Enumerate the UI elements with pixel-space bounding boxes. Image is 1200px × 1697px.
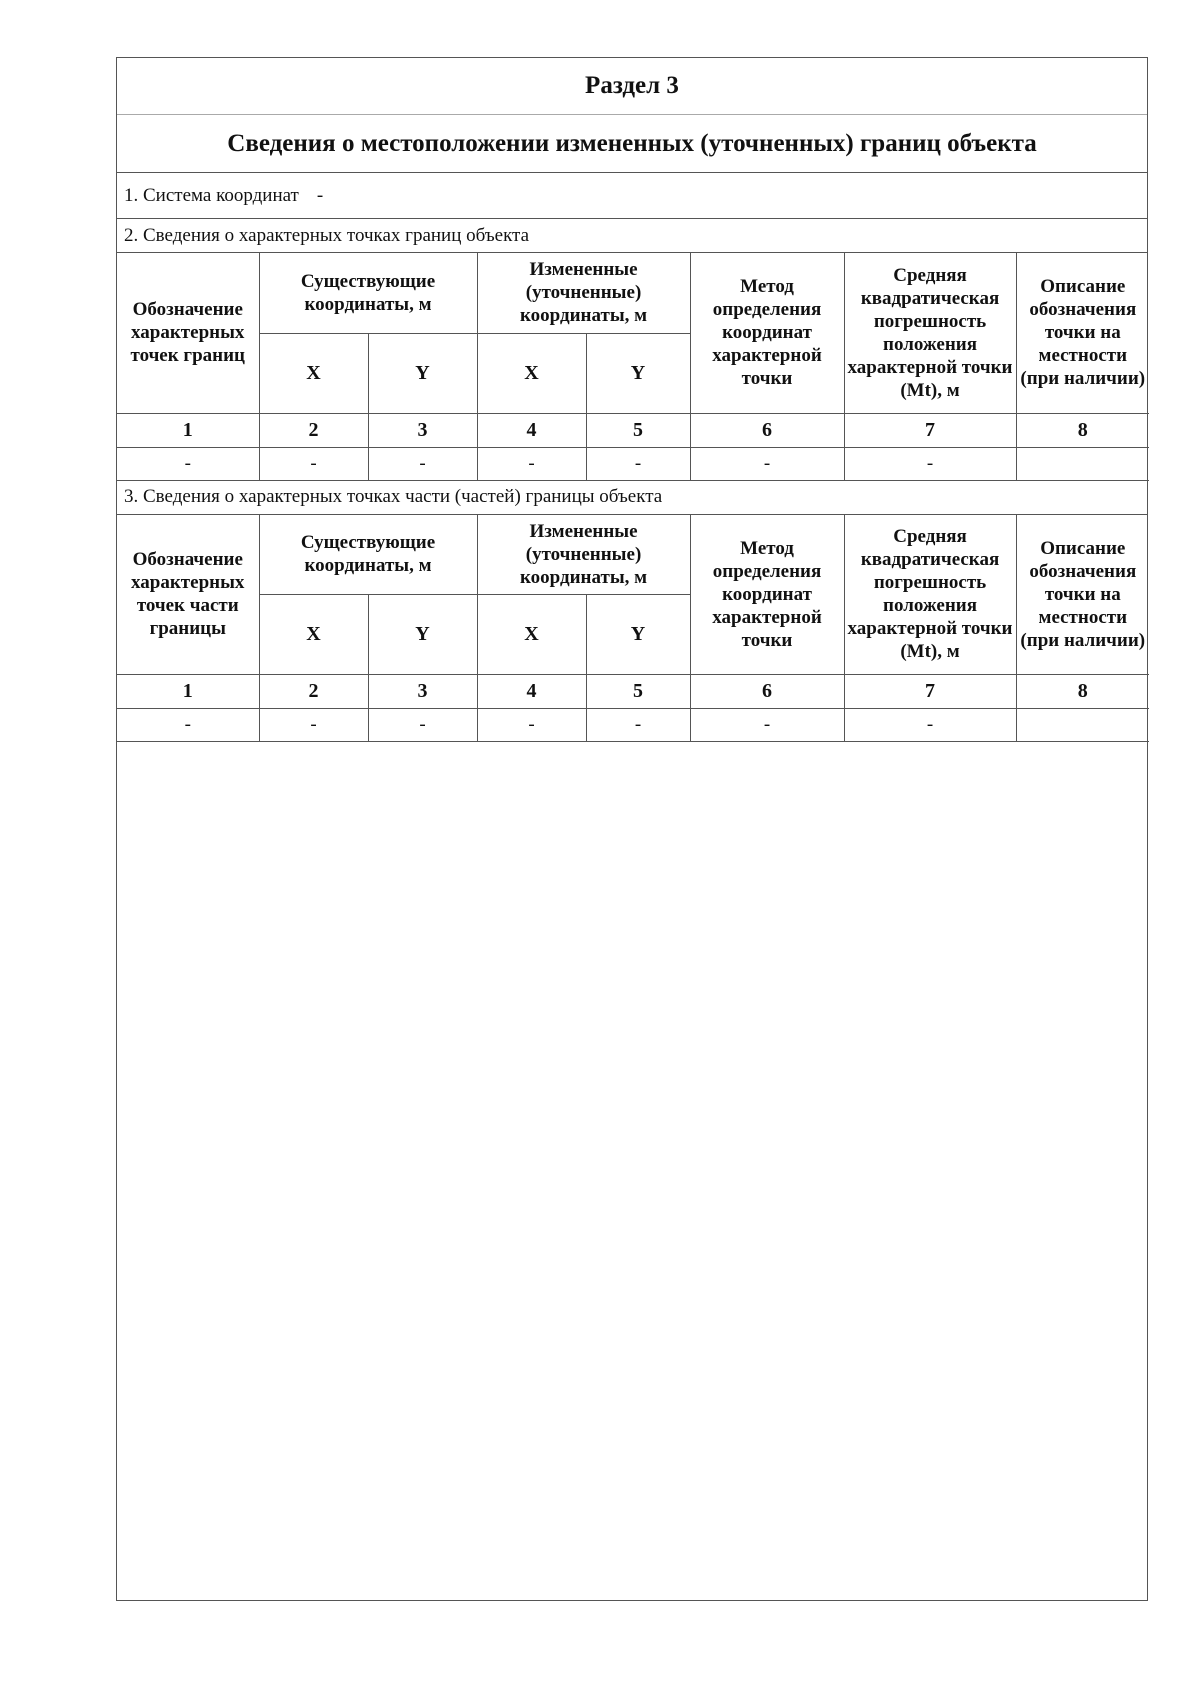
document-frame (116, 57, 1148, 1601)
table2-header-y-existing: Y (368, 595, 477, 675)
table2-header-error: Средняя квадратическая погрешность положения характерной точки (Mt), м (844, 515, 1016, 675)
table2-cell: - (477, 709, 586, 742)
table2-cell: - (586, 709, 690, 742)
table2-number-row (117, 675, 1149, 709)
table-row (117, 709, 1149, 742)
table1-col-number: 1 (117, 413, 259, 447)
table1-cell: - (586, 447, 690, 480)
table2-header-designation: Обозначение характерных точек части границы (117, 515, 259, 675)
table2-header-x-existing: X (259, 595, 368, 675)
table1-cell: - (690, 447, 844, 480)
coord-system-line (117, 173, 1147, 219)
table1-header-existing: Существующие координаты, м (259, 253, 477, 333)
table1-col-number: 2 (259, 413, 368, 447)
table1-header-changed: Измененные (уточненные) координаты, м (477, 253, 690, 333)
table2-col-number: 2 (259, 675, 368, 709)
table2-col-number: 7 (844, 675, 1016, 709)
table-row (117, 447, 1149, 480)
table2-header-x-changed: X (477, 595, 586, 675)
table2-col-number: 5 (586, 675, 690, 709)
table2-col-number: 6 (690, 675, 844, 709)
table1-header-row (117, 253, 1149, 333)
table2-cell: - (368, 709, 477, 742)
table2-col-number: 4 (477, 675, 586, 709)
table1-col-number: 3 (368, 413, 477, 447)
table2-header-row (117, 515, 1149, 595)
table2-cell (1016, 709, 1149, 742)
table1-number-row (117, 413, 1149, 447)
table1-header-x-changed: X (477, 333, 586, 413)
table2-caption: 3. Сведения о характерных точках части (частей) границы объекта (117, 481, 1147, 515)
document-title: Сведения о местоположении измененных (уточненных) границ объекта (117, 115, 1147, 173)
table1-cell: - (117, 447, 259, 480)
table2 (117, 515, 1149, 743)
table2-col-number: 3 (368, 675, 477, 709)
table1-col-number: 6 (690, 413, 844, 447)
table1-header-description: Описание обозначения точки на местности (при наличии) (1016, 253, 1149, 413)
table2-col-number: 1 (117, 675, 259, 709)
table1-caption: 2. Сведения о характерных точках границ объекта (117, 219, 1147, 253)
table1-cell: - (844, 447, 1016, 480)
table2-header-method: Метод определения координат характерной точки (690, 515, 844, 675)
coord-system-label: 1. Система координат (124, 184, 299, 206)
table1-col-number: 4 (477, 413, 586, 447)
table2-col-number: 8 (1016, 675, 1149, 709)
table2-header-y-changed: Y (586, 595, 690, 675)
table1-col-number: 5 (586, 413, 690, 447)
table1-cell (1016, 447, 1149, 480)
table1-header-error: Средняя квадратическая погрешность положения характерной точки (Mt), м (844, 253, 1016, 413)
table1-cell: - (477, 447, 586, 480)
table1-cell: - (368, 447, 477, 480)
table1-header-designation: Обозначение характерных точек границ (117, 253, 259, 413)
table2-header-description: Описание обозначения точки на местности (при наличии) (1016, 515, 1149, 675)
table1-col-number: 7 (844, 413, 1016, 447)
table2-cell: - (117, 709, 259, 742)
table2-header-existing: Существующие координаты, м (259, 515, 477, 595)
section-label: Раздел 3 (117, 58, 1147, 115)
table2-header-changed: Измененные (уточненные) координаты, м (477, 515, 690, 595)
table1-header-x-existing: X (259, 333, 368, 413)
table1-header-y-existing: Y (368, 333, 477, 413)
table2-cell: - (259, 709, 368, 742)
table2-cell: - (844, 709, 1016, 742)
table1-col-number: 8 (1016, 413, 1149, 447)
coord-system-value: - (316, 184, 324, 206)
table1-cell: - (259, 447, 368, 480)
table1 (117, 253, 1149, 481)
table2-cell: - (690, 709, 844, 742)
table1-header-method: Метод определения координат характерной точки (690, 253, 844, 413)
table1-header-y-changed: Y (586, 333, 690, 413)
